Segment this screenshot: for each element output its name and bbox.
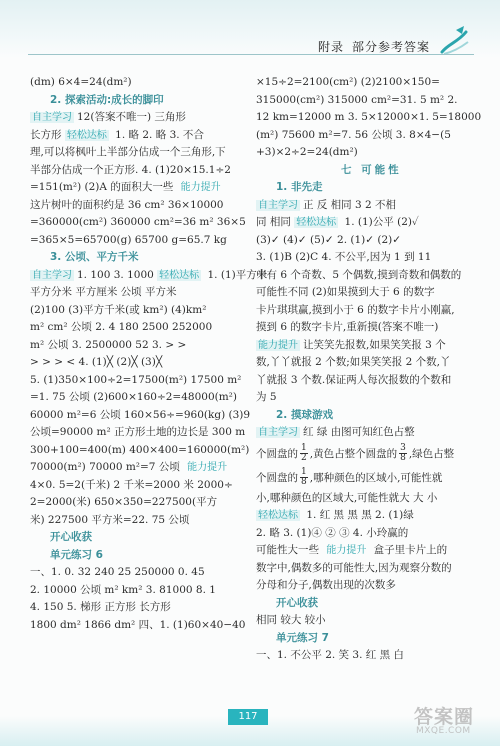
text-line: +3)×2÷2=24(dm²) bbox=[256, 146, 358, 158]
fraction-denominator: 8 bbox=[301, 477, 307, 487]
text-line: 中有 6 个奇数、5 个偶数,摸到奇数和偶数的 bbox=[256, 268, 462, 281]
section-heading: 单元练习 7 bbox=[276, 631, 329, 644]
text-line: =151(m²) (2)A 的面积大一些 能力提升 bbox=[30, 181, 221, 193]
text-line: (2)100 (3)平方千米(或 km²) (4)km² bbox=[30, 303, 207, 316]
text-line: m² cm² 公顷 2. 4 180 2500 252000 bbox=[30, 321, 213, 333]
exercise-tag: 自主学习 bbox=[32, 112, 72, 123]
section-heading: 2. 探索活动:成长的脚印 bbox=[50, 93, 164, 106]
text-line: 3. (1)B (2)C 4. 不公平,因为 1 到 11 bbox=[256, 251, 432, 263]
text-line: (m²) 75600 m²=7. 56 公顷 3. 8×4−(5 bbox=[256, 128, 451, 141]
exercise-tag: 轻松达标 bbox=[296, 217, 337, 228]
section-heading: 单元练习 6 bbox=[50, 548, 103, 561]
page-number: 117 bbox=[228, 709, 268, 725]
section-heading: 开心收获 bbox=[50, 531, 92, 543]
text-line: 能力提升 让笑笑先报数,如果笑笑报 3 个 bbox=[258, 338, 446, 351]
text-line: ×15÷2=2100(cm²) (2)2100×150= bbox=[256, 76, 440, 88]
watermark-url: MXQE.COM bbox=[416, 726, 471, 736]
fraction bbox=[300, 444, 308, 463]
section-heading: 开心收获 bbox=[276, 596, 318, 609]
text-line: 为 5 bbox=[256, 391, 277, 403]
text-line: 个圆盘的 $\frac{1}{2}$ ,黄色占整个圆盘的 $\frac{3}{8}$ ,绿色占整 bbox=[256, 443, 455, 463]
exercise-tag: 自主学习 bbox=[258, 427, 298, 438]
header-divider bbox=[28, 54, 474, 55]
watermark-text: 答案圈 bbox=[414, 706, 475, 728]
text-line: 长方形 轻松达标 1. 略 2. 略 3. 不合 bbox=[30, 128, 204, 141]
text-line: =360000(cm²) 360000 cm²=36 m² 36×5 bbox=[30, 216, 246, 228]
fraction-numerator: 3 bbox=[400, 443, 406, 453]
exercise-tag: 自主学习 bbox=[258, 199, 298, 211]
text-line: 4×0. 5=2(千米) 2 千米=2000 米 2000÷ bbox=[30, 478, 233, 491]
text-line: 4. 150 5. 梯形 正方形 长方形 bbox=[30, 601, 171, 613]
section-heading: 2. 摸球游戏 bbox=[276, 408, 333, 421]
exercise-tag: 轻松达标 bbox=[159, 269, 200, 281]
exercise-tag: 能力提升 bbox=[187, 462, 228, 473]
text-line: 分母和分子,偶数出现的次数多 bbox=[256, 579, 396, 591]
text-line: 315000(cm²) 315000 cm²=31. 5 m² 2. bbox=[256, 93, 458, 106]
text-line: 这片树叶的面积约是 36 cm² 36×10000 bbox=[30, 198, 224, 211]
text-line: 公顷=90000 m² 正方形土地的边长是 300 m bbox=[30, 426, 246, 438]
watermark-logo bbox=[410, 700, 496, 742]
exercise-tag: 能力提升 bbox=[180, 182, 221, 193]
text-line: > > > < 4. (1)╳ (2)╳ (3)╳ bbox=[30, 356, 163, 368]
text-line: 米) 227500 平方米=22. 75 公顷 bbox=[30, 513, 190, 526]
text-line: 理,可以将枫叶上半部分估成一个三角形,下 bbox=[30, 146, 226, 158]
exercise-tag: 轻松达标 bbox=[258, 510, 298, 521]
header-appendix: 附录 bbox=[318, 40, 345, 54]
text-line: 平方分米 平方厘米 公顷 平方米 bbox=[30, 286, 177, 298]
text-line: =1. 75 公顷 (2)600×160÷2=48000(m²) bbox=[30, 391, 237, 403]
right-column bbox=[256, 74, 482, 665]
text-line: 可能性大一些 能力提升 盒子里卡片上的 bbox=[256, 544, 448, 556]
text-line: 一、1. 不公平 2. 笑 3. 红 黑 白 bbox=[256, 649, 404, 661]
exercise-tag: 能力提升 bbox=[326, 545, 367, 556]
text-line: 半部分估成一个正方形. 4. (1)20×15.1÷2 bbox=[30, 163, 231, 176]
text-line: 70000(m²) 70000 m²=7 公顷 能力提升 bbox=[30, 461, 228, 473]
fraction-denominator: 8 bbox=[400, 453, 406, 463]
exercise-tag: 轻松达标 bbox=[66, 129, 107, 141]
text-line: 小,哪种颜色的区域大,可能性就大 大 小 bbox=[256, 491, 438, 504]
text-line: 自主学习 1. 100 3. 1000 轻松达标 1. (1)平方米 bbox=[32, 268, 268, 281]
pencil-swoosh-icon bbox=[438, 24, 470, 58]
text-line: 数,丫丫就报 2 个数;如果笑笑报 2 个数,丫 bbox=[256, 356, 451, 368]
text-line: 相同 较大 较小 bbox=[256, 614, 326, 626]
chapter-heading: 七 可能性 bbox=[341, 163, 402, 176]
fraction-denominator: 2 bbox=[301, 453, 307, 463]
fraction-numerator: 1 bbox=[301, 467, 307, 477]
exercise-tag: 自主学习 bbox=[32, 269, 72, 281]
text-line: 2. 10000 公顷 m² km² 3. 81000 8. 1 bbox=[30, 583, 216, 596]
text-line: 自主学习 12(答案不唯一) 三角形 bbox=[32, 111, 186, 123]
text-line: 2. 略 3. (1)④ ② ③ 4. 小玲赢的 bbox=[256, 526, 409, 539]
text-line: 丫就报 3 个数.保证两人每次报数的个数和 bbox=[256, 373, 452, 386]
text-line: 自主学习 正 反 相同 3 2 不相 bbox=[258, 198, 397, 211]
text-line: 5. (1)350×100÷2=17500(m²) 17500 m² bbox=[30, 373, 242, 386]
fraction-numerator: 1 bbox=[301, 443, 307, 453]
text-line: 60000 m²=6 公顷 160×56÷=960(kg) (3)9 bbox=[30, 408, 251, 421]
text-line: 一、1. 0. 32 240 25 250000 0. 45 bbox=[30, 566, 205, 578]
text-line: =365×5=65700(g) 65700 g=65.7 kg bbox=[30, 233, 227, 246]
text-line: 个圆盘的 $\frac{1}{8}$ ,哪种颜色的区域小,可能性就 bbox=[256, 467, 443, 487]
text-line: 1800 dm² 1866 dm² 四、1. (1)60×40−40 bbox=[30, 618, 246, 631]
text-line: 卡片琪琪赢,摸到小于 6 的数字卡片小刚赢, bbox=[256, 303, 455, 316]
text-line: (dm) 6×4=24(dm²) bbox=[30, 76, 132, 88]
text-line: 12 km=12000 m 3. 5×12000×1. 5=18000 bbox=[256, 111, 482, 123]
fraction bbox=[399, 444, 407, 463]
text-line: 2=2000(米) 650×350=227500(平方 bbox=[30, 496, 218, 508]
text-line: m² 公顷 3. 2500000 52 3. > > bbox=[30, 338, 187, 351]
fraction bbox=[300, 468, 308, 487]
text-line: 摸到 6 的数字卡片,重新摸(答案不唯一) bbox=[256, 321, 439, 333]
exercise-tag: 能力提升 bbox=[258, 339, 298, 351]
text-line: (3)✓ (4)✓ (5)✓ 2. (1)✓ (2)✓ bbox=[256, 233, 402, 246]
text-line: 可能性不同 (2)如果摸到大于 6 的数字 bbox=[256, 286, 435, 298]
section-heading: 1. 非先走 bbox=[276, 181, 323, 193]
section-heading: 3. 公顷、平方千米 bbox=[50, 251, 139, 263]
text-line: 数字中,偶数多的可能性大,因为观察分数的 bbox=[256, 561, 452, 574]
text-line: 自主学习 红 绿 由图可知红色占整 bbox=[258, 426, 415, 438]
text-line: 轻松达标 1. 红 黑 黑 黑 2. (1)绿 bbox=[258, 509, 414, 521]
text-line: 300+100=400(m) 400×400=160000(m²) bbox=[30, 443, 250, 456]
text-line: 同 相同 轻松达标 1. (1)公平 (2)✓ bbox=[256, 216, 419, 228]
header-title bbox=[318, 38, 430, 55]
header-answers-title: 部分参考答案 bbox=[352, 40, 431, 54]
